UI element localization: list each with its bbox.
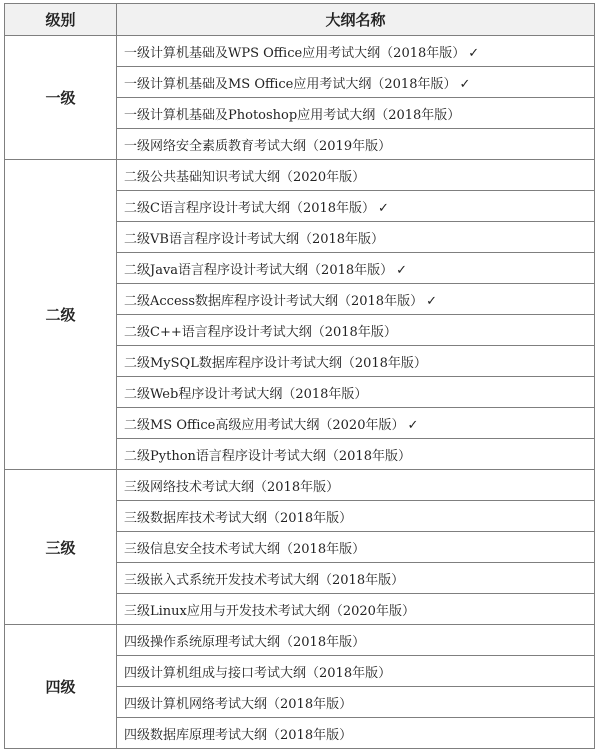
syllabus-name: 二级MySQL数据库程序设计考试大纲（2018年版） (124, 355, 427, 371)
syllabus-name: 四级计算机网络考试大纲（2018年版） (124, 696, 353, 712)
syllabus-name: 一级计算机基础及MS Office应用考试大纲（2018年版） (124, 76, 457, 92)
syllabus-name: 四级操作系统原理考试大纲（2018年版） (124, 634, 366, 650)
syllabus-name: 二级MS Office高级应用考试大纲（2020年版） (124, 417, 405, 433)
syllabus-name: 一级网络安全素质教育考试大纲（2019年版） (124, 138, 392, 154)
syllabus-name-cell (117, 98, 595, 129)
syllabus-name: 二级Access数据库程序设计考试大纲（2018年版） (124, 293, 424, 309)
check-mark-icon: ✓ (378, 200, 389, 216)
syllabus-name-cell (117, 377, 595, 408)
syllabus-name-cell (117, 532, 595, 563)
table-row (5, 625, 595, 656)
level-cell: 二级 (5, 160, 117, 470)
syllabus-name-cell (117, 36, 595, 67)
syllabus-name-cell (117, 656, 595, 687)
syllabus-name: 三级数据库技术考试大纲（2018年版） (124, 510, 353, 526)
syllabus-name-cell (117, 67, 595, 98)
syllabus-name-cell (117, 315, 595, 346)
syllabus-name: 二级C语言程序设计考试大纲（2018年版） (124, 200, 376, 216)
syllabus-name: 二级Java语言程序设计考试大纲（2018年版） (124, 262, 394, 278)
syllabus-name-cell (117, 253, 595, 284)
syllabus-name: 二级Web程序设计考试大纲（2018年版） (124, 386, 368, 402)
check-mark-icon: ✓ (468, 45, 480, 61)
check-mark-icon: ✓ (396, 262, 408, 278)
syllabus-name: 一级计算机基础及WPS Office应用考试大纲（2018年版） (124, 45, 466, 61)
syllabus-name: 四级计算机组成与接口考试大纲（2018年版） (124, 665, 392, 681)
syllabus-name-cell (117, 594, 595, 625)
syllabus-name-cell (117, 129, 595, 160)
syllabus-name: 三级网络技术考试大纲（2018年版） (124, 479, 340, 495)
syllabus-name: 二级C++语言程序设计考试大纲（2018年版） (124, 324, 397, 340)
syllabus-name: 二级VB语言程序设计考试大纲（2018年版） (124, 231, 385, 247)
level-cell: 四级 (5, 625, 117, 749)
table-body (5, 36, 595, 749)
syllabus-name-cell (117, 439, 595, 470)
header-level: 级别 (5, 4, 117, 36)
syllabus-name: 二级Python语言程序设计考试大纲（2018年版） (124, 448, 411, 464)
syllabus-name: 三级信息安全技术考试大纲（2018年版） (124, 541, 366, 557)
syllabus-name-cell (117, 346, 595, 377)
header-name: 大纲名称 (117, 4, 595, 36)
syllabus-name-cell (117, 687, 595, 718)
syllabus-name: 四级数据库原理考试大纲（2018年版） (124, 727, 353, 743)
header-row (5, 4, 595, 36)
syllabus-name: 三级嵌入式系统开发技术考试大纲（2018年版） (124, 572, 405, 588)
level-cell: 一级 (5, 36, 117, 160)
syllabus-name-cell (117, 470, 595, 501)
syllabus-table (4, 3, 595, 749)
syllabus-name-cell (117, 222, 595, 253)
table-row (5, 160, 595, 191)
table-row (5, 470, 595, 501)
check-mark-icon: ✓ (426, 293, 437, 309)
syllabus-name-cell (117, 191, 595, 222)
syllabus-name-cell (117, 718, 595, 749)
syllabus-name: 一级计算机基础及Photoshop应用考试大纲（2018年版） (124, 107, 461, 123)
syllabus-name-cell (117, 563, 595, 594)
check-mark-icon: ✓ (459, 76, 471, 92)
check-mark-icon: ✓ (407, 417, 419, 433)
syllabus-name-cell (117, 408, 595, 439)
level-cell: 三级 (5, 470, 117, 625)
syllabus-name: 三级Linux应用与开发技术考试大纲（2020年版） (124, 603, 415, 619)
syllabus-name-cell (117, 501, 595, 532)
table-row (5, 36, 595, 67)
syllabus-name-cell (117, 160, 595, 191)
syllabus-name: 二级公共基础知识考试大纲（2020年版） (124, 169, 366, 185)
syllabus-name-cell (117, 284, 595, 315)
syllabus-name-cell (117, 625, 595, 656)
